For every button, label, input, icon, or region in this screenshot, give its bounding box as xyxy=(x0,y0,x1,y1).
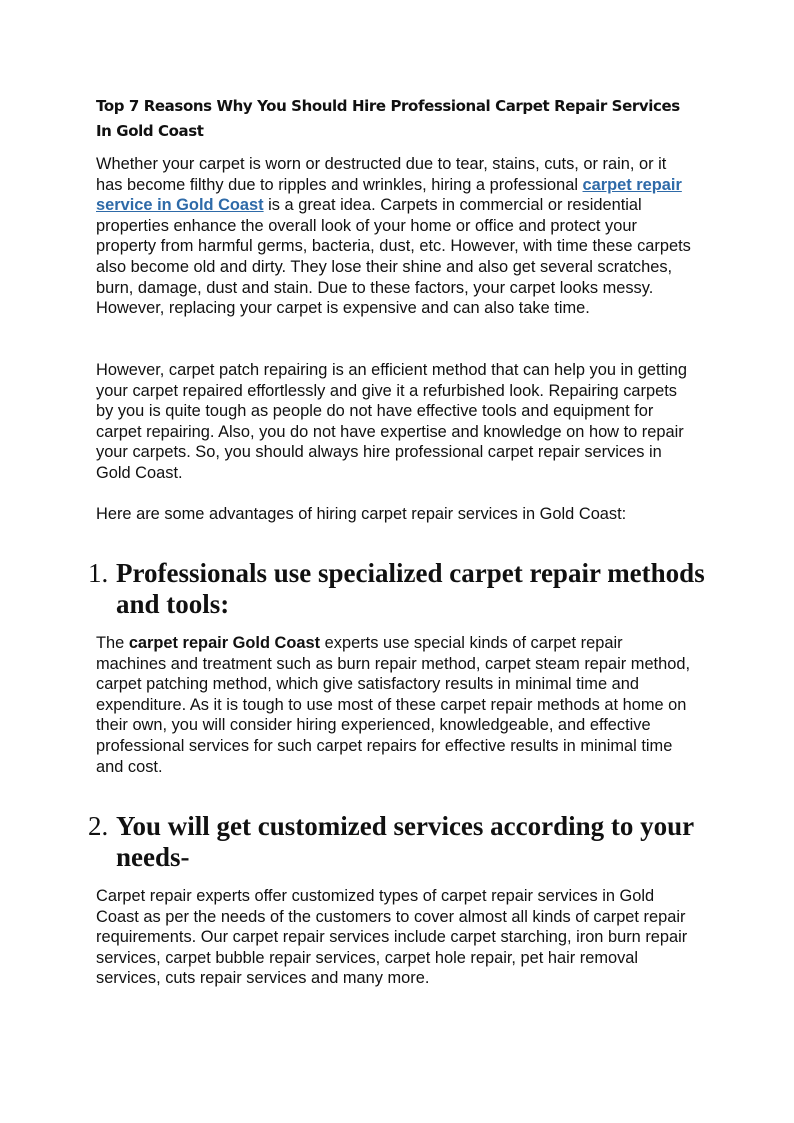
section-1-body-rest: experts use special kinds of carpet repair machines and treatment such as burn repair method, carpet steam repair method, carpet patching method, which give satisfactory results in minimal time and expenditure. As it is tough to use most of these carpet repair methods at home on their own, you will consider hiring experienced, knowledgeable, and effective professional services for such carpet repairs for effective results in minimal time and cost. xyxy=(96,634,691,776)
section-1-heading xyxy=(88,558,708,620)
intro-paragraph xyxy=(96,154,696,319)
section-1-number: 1. xyxy=(88,558,109,588)
paragraph-advantages-intro: Here are some advantages of hiring carpet repair services in Gold Coast: xyxy=(96,505,627,523)
section-1-heading-text: Professionals use specialized carpet repair methods and tools: xyxy=(116,558,705,619)
section-2-heading-text: You will get customized services according to your needs- xyxy=(116,811,694,872)
paragraph-patch-repair: However, carpet patch repairing is an efficient method that can help you in getting your carpet repaired effortlessly and give it a refurbished look. Repairing carpets by you is quite tough as people do not have effective tools and equipment for carpet repairing. Also, you do not have expertise and knowledge on how to repair your carpets. So, you should always hire professional carpet repair services in Gold Coast. xyxy=(96,361,688,482)
section-1-body xyxy=(96,633,696,777)
intro-text-after-link: is a great idea. Carpets in commercial or residential properties enhance the overall look of your home or office and protect your property from harmful germs, bacteria, dust, etc. However, with time these carpets also become old and dirty. They lose their shine and also get several scratches, burn, damage, dust and stain. Due to these factors, your carpet looks messy. However, replacing your carpet is expensive and can also take time. xyxy=(96,196,691,318)
section-1-body-bold: carpet repair Gold Coast xyxy=(128,634,321,652)
section-2-number: 2. xyxy=(88,811,109,841)
document-title: Top 7 Reasons Why You Should Hire Professional Carpet Repair Services In Gold Coast xyxy=(96,97,680,140)
intro-text-before-link: Whether your carpet is worn or destructed due to tear, stains, cuts, or rain, or it has become filthy due to ripples and wrinkles, hiring a professional xyxy=(96,155,667,194)
carpet-repair-service-link[interactable]: carpet repair service in Gold Coast xyxy=(96,175,682,215)
section-2-body: Carpet repair experts offer customized types of carpet repair services in Gold Coast as per the needs of the customers to cover almost all kinds of carpet repair requirements. Our carpet repair services include carpet starching, iron burn repair services, carpet bubble repair services, carpet hole repair, pet hair removal services, cuts repair services and many more. xyxy=(96,887,688,988)
section-2-heading xyxy=(88,811,708,873)
section-1-body-prefix: The xyxy=(96,634,129,652)
